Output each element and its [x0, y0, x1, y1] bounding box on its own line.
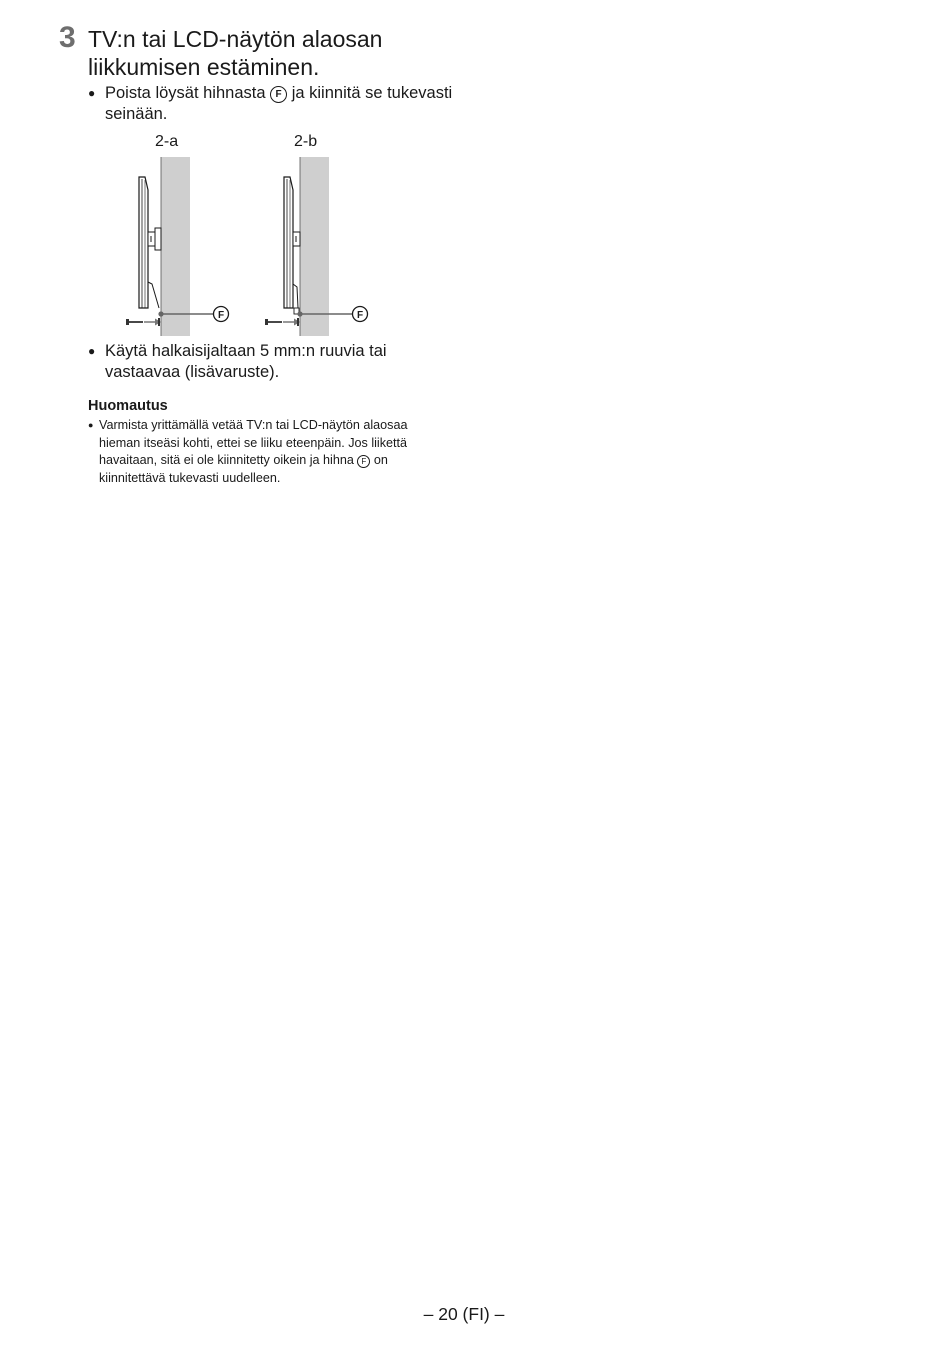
- wall-2a: [161, 157, 190, 336]
- bullet-text-before: Poista löysät hihnasta: [105, 84, 266, 102]
- wall-2b: [300, 157, 329, 336]
- callout-f-2b-text: F: [356, 310, 364, 321]
- note-bullet: [88, 417, 449, 487]
- installation-figure: [118, 132, 388, 338]
- note-heading: Huomautus: [88, 398, 168, 414]
- bullet-screw-text: Käytä halkaisijaltaan 5 mm:n ruuvia tai vastaavaa (lisävaruste).: [105, 342, 387, 381]
- note-text-before: Varmista yrittämällä vetää TV:n tai LCD-näytön alaosaa hieman itseäsi kohti, ettei se liiku eteenpäin. Jos liikettä havaitaan, sitä ei ole kiinnitetty oikein ja hihna: [99, 418, 408, 468]
- bullet-remove-slack: [88, 83, 465, 125]
- tv-panel-2a: [139, 177, 148, 308]
- bullet-screw-size: [88, 341, 465, 383]
- step-title: TV:n tai LCD-näytön alaosan liikkumisen estäminen.: [88, 26, 383, 80]
- note-f-marker: F: [357, 455, 370, 468]
- note-text-after: on kiinnitettävä tukevasti uudelleen.: [99, 453, 388, 485]
- callout-f-2a-text: F: [217, 310, 225, 321]
- wall-mount-illustration: [118, 132, 388, 338]
- step-number: 3: [59, 21, 76, 54]
- bullet-text-after: ja kiinnitä se tukevasti seinään.: [105, 84, 453, 123]
- tv-panel-2b: [284, 177, 293, 308]
- diagram-2b: [265, 157, 368, 336]
- diagram-2a: [126, 157, 229, 336]
- figure-label-2b: 2-b: [294, 133, 318, 150]
- strap-f-marker: F: [270, 86, 287, 103]
- page-number: – 20 (FI) –: [423, 1304, 505, 1324]
- figure-label-2a: 2-a: [155, 133, 179, 150]
